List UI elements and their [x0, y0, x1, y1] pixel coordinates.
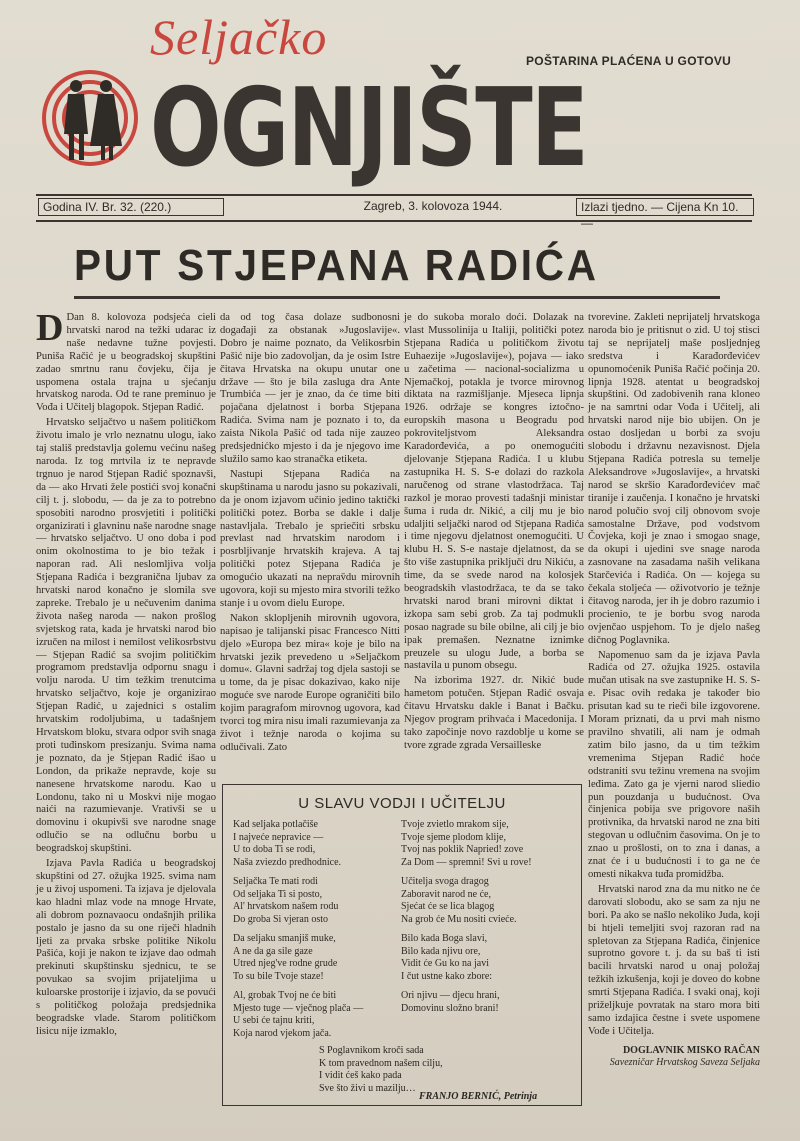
- poem-author: FRANJO BERNIĆ, Petrinja: [419, 1091, 538, 1102]
- poem-line: Kad seljaka potlačiše: [233, 819, 318, 830]
- paragraph: Nakon sklopljenih mirovnih ugovora, napisao je talijanski pisac Francesco Nitti djelo »Europa bez mira« koje je bilo na hrvatski jezik prevedeno u »Seljačkom domu«. Glavni sadržaj tog djela sastoji se u tome, da je pisac dokazivao, kako nije moguće sve narode Europe ograničiti bilo kojim paragrafom mirovnog ugovora, kad tvorci tog mira nisu imali razumievanja za život i težnje naroda o kojima su odlučivali. Zato: [220, 612, 400, 753]
- poem-stanza: [401, 933, 569, 983]
- poem-line: Koja narod vjekom jača.: [233, 1027, 332, 1039]
- signoff-title: Savezničar Hrvatskog Saveza Seljaka: [609, 1057, 760, 1069]
- dateline: Zagreb, 3. kolovoza 1944.: [363, 199, 503, 213]
- paragraph: Napomenuo sam da je izjava Pavla Radića od 27. ožujka 1925. ostavila mučan utisak na sve zastupnike H. S. S-e. Pisac ovih redaka je također bio prisutan kad su te rieči bile izgovorene. Moram priznati, da u prvi mah nismo pravilno shvatili, ali nam je odmah zatim bilo jasno, da u tim težkim vremenima Stjepan Radić hoće odstraniti svu težinu vremena na svojim leđima. Zato ga je vjerni narod sliedio pun pouzdanja u budućnost. Ova činjenica pobija sve prigovore naših protivnika, da hrvatski narod ne zna biti stegovan u odlučnim časovima. On je to znao u prošlosti, on to zna i danas, a znat će i u budućnosti i to ga ne će omesti nikakva tuđa promidžba.: [588, 649, 760, 880]
- poem-stanza: [233, 990, 401, 1040]
- poem-line: Al, grobak Tvoj ne će biti: [233, 990, 337, 1001]
- poem-line: Tvoje sjeme plodom klije,: [401, 831, 506, 843]
- poem-line: Al' hrvatskom našem rodu: [233, 901, 339, 912]
- poem-line: I najveće nepravice —: [233, 831, 324, 843]
- article-column-1: [36, 307, 216, 1102]
- poem-line: Za Dom — spremni! Svi u rove!: [401, 856, 532, 868]
- poem-line: Vidit će Gu ko na javi: [401, 958, 489, 969]
- poem-line: Sve što živi u mazilju…: [319, 1082, 416, 1094]
- poem-line: Bilo kada njivu ore,: [401, 945, 481, 957]
- poem-line: Učitelja svoga dragog: [401, 876, 489, 887]
- poem-line: Tvoj nas poklik Napried! zove: [401, 844, 524, 855]
- edition-info: Godina IV. Br. 32. (220.): [38, 198, 224, 216]
- poem-line: K tom pravednom našem cilju,: [319, 1057, 443, 1069]
- poem-line: Naša zviezdo predhodnice.: [233, 856, 342, 868]
- masthead-brand-top: Seljačko: [150, 9, 328, 65]
- paragraph: Hrvatsko seljačtvo u našem političkom životu imalo je vrlo neznatnu ulogu, iako taj stališ predstavlja golemu većinu našeg naroda. Iz tog mrtvila iz te nepravde trgnuo je narod Stjepan Radić spoznavši, da — ako Hrvati žele postići svoj konačni cilj t. j. slobodu, — da je za to potrebno sposobiti narodno prosvjetiti i politički organizirati i glavninu naše narodne snage — hrvatsko seljačtvo. U ono doba i pod onim okolnostima to je bio težak i naporan rad. Ali neslomljiva volja Stjepana Radića i bezgranična ljubav za hrvatski narod konačno je slomila sve zapreke. Trebalo je u nečuvenim danima života našeg naroda — nakon prošlog svjetskog rata, kada je hrvatski narod bio izručen na milost i nemilost velikosrbstvu — Stjepan Radić sa svojim političkim programom predstavlja odpornu snagu i volju naroda. U tim težkim trenutcima hrvatsko seljačtvo, koje je organizirao Stjepan Radić, u zajednici s ostalim hrvatskim rodoljubima, u tadašnjem Hrvatskom bloku, stvara odpor svih snaga proti tuđinskom presizanju. Svima nama je poznato, da je Stjepan Radić išao u London, da prikaže nepravde, koje su nanesene hrvatskome narodu. Kao u Londonu, tako ni u Moskvi nije mogao naići na razumievanje. Vrativši se u domovinu i okupivši sve narodne snage odlučio se na odlučnu borbu u beogradskoj skupštini.: [36, 417, 216, 855]
- poem-line: To su bile Tvoje staze!: [233, 970, 324, 982]
- article-headline: PUT STJEPANA RADIĆA: [74, 241, 599, 290]
- poem-line: I čut ustne kako zbore:: [401, 970, 493, 982]
- paragraph: Nastupi Stjepana Radića na skupštinama u narodu jasno su pokazivali, da je onom izjavom učinio jedino taktički politički potez. Borba se dakle i dalje nastavljala. Trebalo je spriečiti srbsku prevlast nad hrvatskim narodom i posrbljivanje hrvatskih krajeva. A taj politički potez Stjepana Radića je omogućio ukazati na neprav̄du mirovnih ugovora, koji su mjesto mira stvorili težko stanje i u ovom dielu Europe.: [220, 468, 400, 609]
- paragraph: Na izborima 1927. dr. Nikić bude hametom potučen. Stjepan Radić osvaja čitavu Hrvatsku dakle i Banat i Bačku. Njegov program prihvaća i Macedonija. I tako započinje novo razdoblje u kome se tvore zgrade zgrada Versailleske: [404, 675, 584, 751]
- poem-line: Da seljaku smanjiš muke,: [233, 933, 336, 944]
- article-column-3: [404, 312, 584, 782]
- poem-line: I vidit ćeš kako pada: [319, 1070, 402, 1081]
- poem-line: Utred njeg've rodne grude: [233, 958, 338, 969]
- article-column-2: [220, 312, 400, 782]
- poem-line: U sebi će tajnu kriti,: [233, 1015, 315, 1026]
- poem-right-column: [401, 819, 569, 1022]
- poem-line: Zaboravit narod ne će,: [401, 888, 491, 900]
- paragraph: Hrvatski narod zna da mu nitko ne će darovati slobodu, ako se sam za nju ne bori. Pa ako se našlo nekoliko Juda, koji bi htjeli temeljiti svoj razoran rad na spletovan za Stjepana Radića, činjenice suprotno govore t. j. da su baš ti isti bacili hrvatski narod u onaj položaj težkih izkušenja, koji je doveo do kobne smrti Stjepana Radića. I svaki onaj, koji priželjkuje povratak na staro mora biti samo izdajica čestne i svete uspomene Vođe i Učitelja.: [588, 883, 760, 1037]
- paragraph-text: Dan 8. kolovoza podsjeća cieli hrvatski narod na težki udarac iz naše nedavne tužne povjesti. Puniša Račić je u beogradskoj skupštini zadao smrtnu ranu čovjeku, čija je uspomena ostala trajna u sjećanju hrvatskog naroda. Od te rane preminuo je Vođa i Učitelj blagopok. Stjepan Radić.: [36, 312, 216, 414]
- paragraph: da od tog časa dolaze sudbonosni događaji za obstanak »Jugoslavije«. Dobro je naime poznato, da Velikosrbin Pašić nije bio zadovoljan, da je osim Istre čitava Hrvatska na okupu unutar one države — što je bila zasluga dra Ante Trumbića — jer je znao, da će time biti pojačana djelatnost i borba Stjepana Radića. Svima nam je poznato i to, da zaista Nikola Pašić od tada nije zauzeo predsjednićko mjesto i da je njegovo ime služilo samo kao stranačka etiketa.: [220, 312, 400, 465]
- article-column-4: [588, 312, 760, 1102]
- poem-line: Seljačka Te mati rodi: [233, 876, 318, 887]
- price-info: Izlazi tjedno. — Cijena Kn 10.—: [576, 198, 754, 216]
- issue-info-bar: [36, 194, 752, 230]
- poem-stanza: [233, 933, 401, 983]
- poem-line: Do groba Si vjeran osto: [233, 913, 328, 925]
- poem-line: Sjećat će se lica blagog: [401, 901, 495, 912]
- poem-stanza: [401, 876, 569, 926]
- signoff-name: DOGLAVNIK MISKO RAČAN: [622, 1044, 760, 1056]
- poem-line: Od seljaka Ti si posto,: [233, 888, 323, 900]
- poem-line: Ori njivu — djecu hrani,: [401, 990, 500, 1001]
- poem-line: Na grob će Mu nositi cvieće.: [401, 913, 517, 925]
- poem-line: Domovinu složno brani!: [401, 1002, 499, 1014]
- poem-stanza: [401, 819, 569, 869]
- poem-title: U SLAVU VODJI I UČITELJU: [298, 795, 506, 812]
- postal-note: POŠTARINA PLAĆENA U GOTOVU: [526, 54, 732, 68]
- poem-line: A ne da ga sile gaze: [233, 945, 313, 957]
- poem-line: Bilo kada Boga slavi,: [401, 933, 488, 944]
- poem-line: U to doba Ti se rodi,: [233, 844, 316, 855]
- paragraph: tvorevine. Zakleti neprijatelj hrvatskoga naroda bio je pritisnut o zid. U toj stisci taj se neprijatelj maše posljednjeg sredstva i Karađorđevićev opunomoćenik Puniša Račić počinja 20. lipnja 1928. atentat u beogradskoj skupštini. Od zadobivenih rana kloneo je na samrtni odar Vođa i Učitelj, ali hrvatski narod nije bio ubijen. On je ostao dosljedan u borbi za svoju slobodu i državnu nezavisnost. Djela Stjepana Radića potresla su temelje Aleksandrove »Jugoslavije«, a hrvatski narod se skršio Karađorđevićev mač tiranije i zaučenja. I konačno je hrvatski narod polučio svoj cilj obnovom svoje samostalne Države, pod vodstvom Čovjeka, koji je znao i smogao snage, da okupi i ujedini sve snage naroda zasnovane na zasadama naših velikana Starčevića i Radića. On — kojega su čekala stoljeća — oživotvorio je težnje čitavog naroda, jer ih je dobro razumio i procienio, te je borbu svog naroda ovjenčao uspjehom. To je djelo našeg dičnog Poglavnika.: [588, 312, 760, 646]
- poem-line: S Poglavnikom kroči sada: [319, 1045, 424, 1056]
- paragraph: [36, 307, 216, 415]
- article-signoff: [588, 1045, 760, 1070]
- poem-left-column: [233, 819, 401, 1047]
- poem-final-stanza: [319, 1045, 443, 1095]
- headline-rule: [74, 296, 720, 299]
- paragraph: Izjava Pavla Radića u beogradskoj skupštini od 27. ožujka 1925. svima nam je u živoj uspomeni. Ta izjava je djelovala kao hladni mlaz vode na mnoge Hrvate, ali dobrom poznavaocu ondašnjih prilika postalo je jasno da su one riječi hladnih ljeti za prvaka srbske politike Nikolu Pašića, koji je nakon te izjave dao odmah prekinuti skupštinsku sjednicu, te se povukao sa svojim prijateljima u kuloarske prostorije i izjavio, da se povući s političkog položaja predsjednika beogradske vlade. Starom političkom lisicu nije izmaklo,: [36, 858, 216, 1037]
- poem-stanza: [233, 819, 401, 869]
- poem-stanza: [233, 876, 401, 926]
- paragraph: je do sukoba moralo doći. Dolazak na vlast Mussolinija u Italiji, politički potez Stjepana Radića u političkom životu Euhaezije »Jugoslavije«), pojava — iako u začetima — nacional-socializma u Njemačkoj, potakla je tvorce mirovnog diktata na razmišljanje. Mjeseca lipnja 1926. održaje se kongres iztočno-europskih masona u Beogradu pod pokroviteljstvom Aleksandra Karadorđevića, a po onemogućiti djelovanje Stjepana Radića. I u klubu zastupnika H. S. S-e dolazi do razkola naručenog od strane vlastodržaca. Taj razkol je morao provesti tadašnji ministar šuma i ruda dr. Nikić, a cilj mu je bio udaljiti seljački narod od Stjepana Radića i time njegovu djelatnost onemogućiti. U klubu H. S. S-e nastaje djelatnost, da se što više zastupnika priključi dru Nikiću, a time, da se svede narod na kolosjek beogradskih vlastodržaca, te da se tako hrvatski narod brani mirovni diktat i izkopa sam sebi grob. Za taj podmukli posao nagrade su bile obilne, ali cilj je bio ipak premašen. Neznatne iznimke preuzele su ulogu Jude, a borba se nastavila u punom obsegu.: [404, 312, 584, 672]
- poem-line: Mjesto tuge — vječnog plača —: [233, 1002, 364, 1014]
- poem-stanza: [401, 990, 569, 1015]
- folk-couple-ornament-icon: [36, 62, 144, 174]
- masthead-title: OGNJIŠTE: [150, 66, 588, 191]
- poem-line: Tvoje zvietlo mrakom sije,: [401, 819, 509, 830]
- poem-box: [222, 784, 582, 1106]
- drop-cap: D: [36, 307, 64, 349]
